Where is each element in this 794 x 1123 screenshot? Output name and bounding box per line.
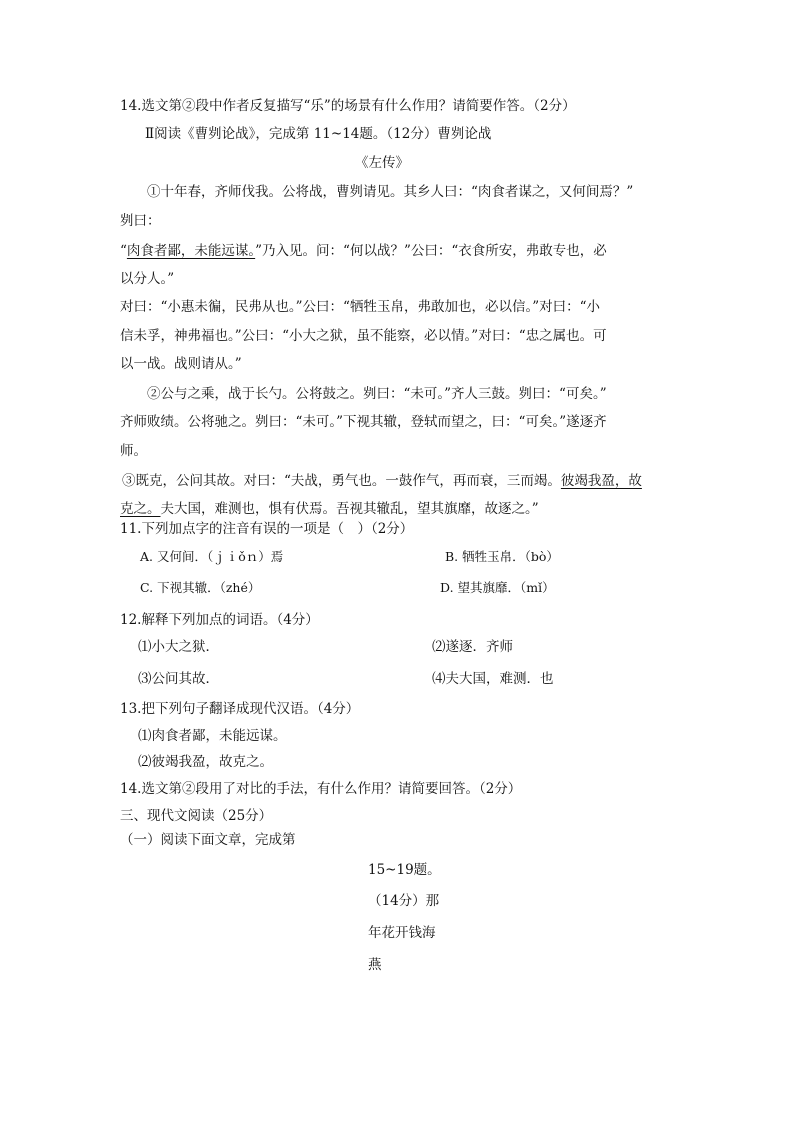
passage-p1-line6: 信未孚，神弗福也。”公曰：“小大之狱，虽不能察，必以情。”对曰：“忠之属也。可 <box>120 328 607 344</box>
question-12-item-4: ⑷夫大国，难测．也 <box>432 671 554 687</box>
source-title: 《左传》 <box>355 155 409 171</box>
question-14b: 14.选文第②段用了对比的手法，有什么作用？请简要回答。（2分） <box>120 781 522 797</box>
question-11-option-c: C. 下视其辙．（zhé） <box>140 580 261 595</box>
passage-p3-line2 <box>120 499 539 519</box>
question-12-item-3: ⑶公问其故． <box>138 671 219 687</box>
question-14a: 14.选文第②段中作者反复描写“乐”的场景有什么作用？请简要作答。（2分） <box>120 98 576 114</box>
centered-line-4: 燕 <box>368 957 382 973</box>
passage-p1-line2: 刿曰： <box>120 213 161 229</box>
centered-line-2: （14分）那 <box>368 893 440 909</box>
question-11-option-b: B. 牺牲玉帛．（bò） <box>445 549 559 564</box>
passage-p1-line3-rest: ”乃入见。问：“何以战？”公曰：“衣食所安，弗敢专也，必 <box>255 243 607 259</box>
passage-p3-line2-rest: 夫大国，难测也，惧有伏焉。吾视其辙乱，望其旗靡，故逐之。” <box>160 501 539 517</box>
passage-p1-line1: ①十年春，齐师伐我。公将战，曹刿请见。其乡人曰：“肉食者谋之，又何间焉？” <box>147 184 634 200</box>
question-11-option-a: A. 又何间．（ｊｉǒｎ）焉 <box>140 549 284 564</box>
centered-line-3: 年花开钱海 <box>368 925 436 941</box>
question-13-item-2: ⑵彼竭我盈，故克之。 <box>138 754 273 770</box>
question-13-stem: 13.把下列句子翻译成现代汉语。（4分） <box>120 701 360 717</box>
underlined-sentence-1: 肉食者鄙，未能远谋。 <box>126 243 256 259</box>
passage-p1-line7: 以一战。战则请从。” <box>120 356 242 372</box>
passage-p3-line1-text: ③既克，公问其故。对曰：“夫战，勇气也。一鼓作气，再而衰，三而竭。 <box>122 473 561 489</box>
section-3-heading: 三、现代文阅读（25分） <box>120 808 273 824</box>
part-1-instruction: （一）阅读下面文章，完成第 <box>120 832 296 848</box>
section-heading-cao-gui: Ⅱ阅读《曹刿论战》，完成第 11~14题。（12分）曹刿论战 <box>145 126 492 142</box>
centered-line-1: 15~19题。 <box>368 862 441 878</box>
passage-p1-line3 <box>120 241 607 261</box>
passage-p2-line2: 齐师败绩。公将驰之。刿曰：“未可。”下视其辙，登轼而望之，曰：“可矣。”遂逐齐 <box>120 414 607 430</box>
passage-p1-line4: 以分人。” <box>120 271 175 287</box>
passage-p2-line3: 师。 <box>120 443 147 459</box>
question-11-option-d: D. 望其旗靡．（mǐ） <box>440 580 555 595</box>
question-12-item-1: ⑴小大之狱． <box>138 639 219 655</box>
question-12-item-2: ⑵遂逐．齐师 <box>432 639 513 655</box>
passage-p2-line1: ②公与之乘，战于长勺。公将鼓之。刿曰：“未可。”齐人三鼓。刿曰：“可矣。” <box>147 386 607 402</box>
underlined-sentence-2b: 克之。 <box>120 501 161 517</box>
quote-mark: “ <box>120 243 127 259</box>
passage-p1-line5: 对曰：“小惠未徧，民弗从也。”公曰：“牺牲玉帛，弗敢加也，必以信。”对曰：“小 <box>120 299 601 315</box>
question-12-stem: 12.解释下列加点的词语。（4分） <box>120 612 319 628</box>
question-11-stem: 11.下列加点字的注音有误的一项是（ ）（2分） <box>120 521 414 537</box>
question-13-item-1: ⑴肉食者鄙，未能远谋。 <box>138 728 287 744</box>
underlined-sentence-2a: 彼竭我盈，故 <box>560 473 642 489</box>
passage-p3-line1 <box>122 471 642 491</box>
